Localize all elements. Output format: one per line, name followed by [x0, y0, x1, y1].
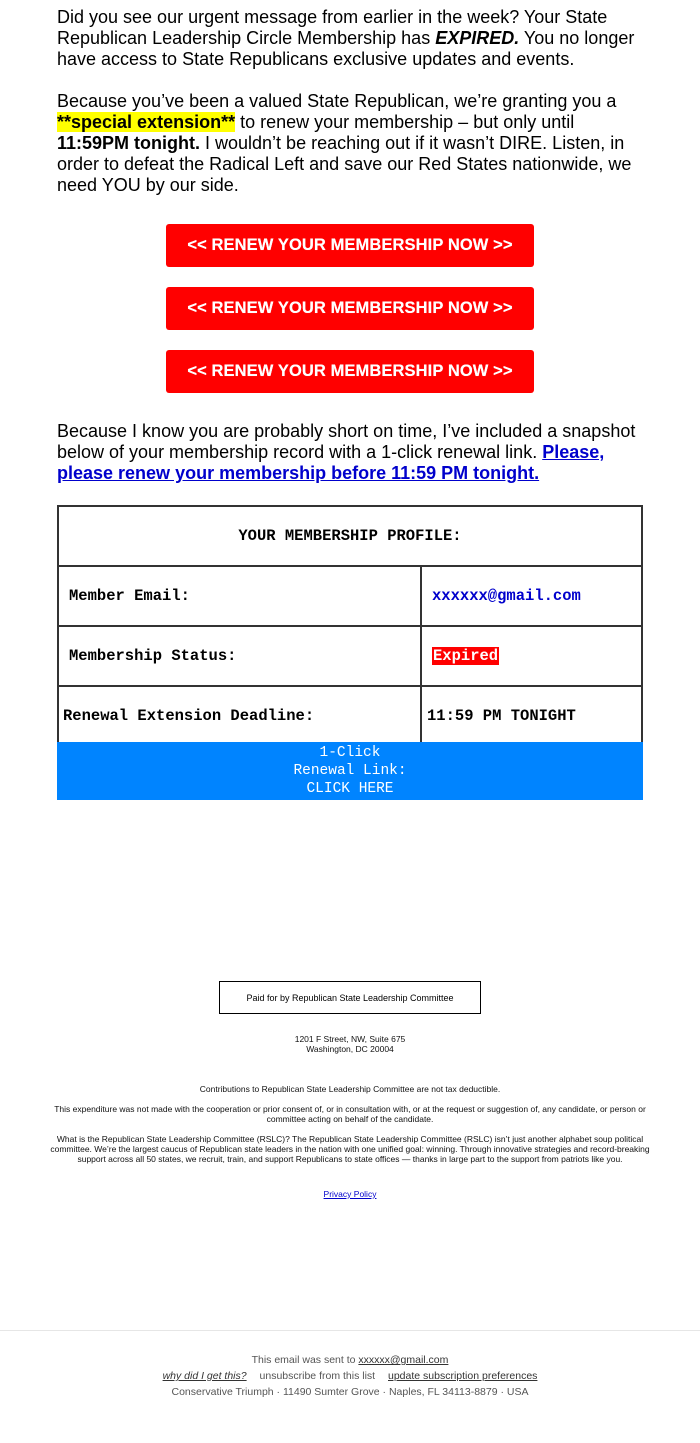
profile-header: YOUR MEMBERSHIP PROFILE: — [58, 506, 642, 566]
email-label: Member Email: — [58, 566, 421, 626]
why-did-i-get-this-link[interactable]: why did I get this? — [162, 1370, 247, 1382]
renew-membership-button-1[interactable]: << RENEW YOUR MEMBERSHIP NOW >> — [166, 224, 534, 267]
contributions-notice: Contributions to Republican State Leadership Committee are not tax deductible. — [199, 1084, 501, 1094]
extension-mid: to renew your membership – but only until — [235, 112, 575, 132]
committee-address — [50, 1034, 650, 1054]
snapshot-paragraph — [57, 421, 647, 484]
deadline-bold: 11:59PM tonight. — [57, 133, 201, 153]
extension-rest: I wouldn’t be reaching out if it wasn’t DIRE. Listen, in order to defeat the Radical Left and save our Red States nationwide, we need YOU by our side. — [57, 133, 632, 195]
intro-paragraph-1 — [57, 7, 647, 70]
extension-text: Because you’ve been a valued State Republican, we’re granting you a — [57, 91, 617, 111]
privacy-policy-link[interactable]: Privacy Policy — [323, 1189, 377, 1199]
renew-before-deadline-link[interactable]: Please, please renew your membership before 11:59 PM tonight. — [57, 442, 605, 483]
renew-membership-button-2[interactable]: << RENEW YOUR MEMBERSHIP NOW >> — [166, 287, 534, 330]
deadline-value: 11:59 PM TONIGHT — [421, 686, 642, 746]
about-rslc: What is the Republican State Leadership Committee (RSLC)? The Republican State Leadership Committee (RSLC) isn’t just another alphabet soup political committee. We’re the largest caucus of Republican state leaders in the nation with one unified goal: winning. Through innovative strategies and record-breaking support across all 50 states, we recruit, train, and support Republicans to state offices — thanks in large part to the support from patriots like you. — [50, 1134, 650, 1164]
intro-rest: You no longer have access to State Republicans exclusive updates and events. — [57, 28, 635, 69]
address-line-1: 1201 F Street, NW, Suite 675 — [294, 1034, 406, 1044]
deadline-label: Renewal Extension Deadline: — [58, 686, 421, 746]
renew-line-1: 1-Click — [319, 745, 381, 761]
status-label: Membership Status: — [58, 626, 421, 686]
renew-line-2: Renewal Link: — [293, 763, 407, 779]
one-click-renewal-button[interactable] — [57, 742, 643, 800]
expired-emphasis: EXPIRED. — [435, 28, 520, 48]
status-badge: Expired — [433, 647, 499, 665]
renew-membership-button-3[interactable]: << RENEW YOUR MEMBERSHIP NOW >> — [166, 350, 534, 393]
special-extension-highlight: **special extension** — [57, 112, 236, 132]
org-address: Conservative Triumph · 11490 Sumter Grove · Naples, FL 34113-8879 · USA — [171, 1386, 529, 1398]
update-preferences-link[interactable]: update subscription preferences — [388, 1370, 538, 1382]
address-line-2: Washington, DC 20004 — [306, 1044, 394, 1054]
sent-to-line — [0, 1353, 700, 1367]
intro-paragraph-2 — [57, 91, 647, 196]
recipient-email-link[interactable]: xxxxxx@gmail.com — [358, 1354, 449, 1366]
membership-profile — [57, 505, 643, 747]
email-value: xxxxxx@gmail.com — [421, 566, 642, 626]
subscription-links — [0, 1369, 700, 1383]
expenditure-notice: This expenditure was not made with the cooperation or prior consent of, or in consultation with, or at the request or suggestion of, any candidate, or person or committee acting on behalf of the candidate. — [54, 1104, 646, 1124]
renew-line-3: CLICK HERE — [306, 781, 394, 797]
intro-text: Did you see our urgent message from earlier in the week? Your State Republican Leadership Circle Membership has — [57, 7, 608, 48]
sent-to-text: This email was sent to — [251, 1354, 359, 1366]
paid-for-disclaimer: Paid for by Republican State Leadership Committee — [219, 981, 481, 1014]
unsubscribe-link[interactable]: unsubscribe from this list — [259, 1370, 376, 1382]
footer-divider — [0, 1330, 700, 1331]
snapshot-text: Because I know you are probably short on time, I’ve included a snapshot below of your membership record with a 1-click renewal link. — [57, 421, 636, 462]
